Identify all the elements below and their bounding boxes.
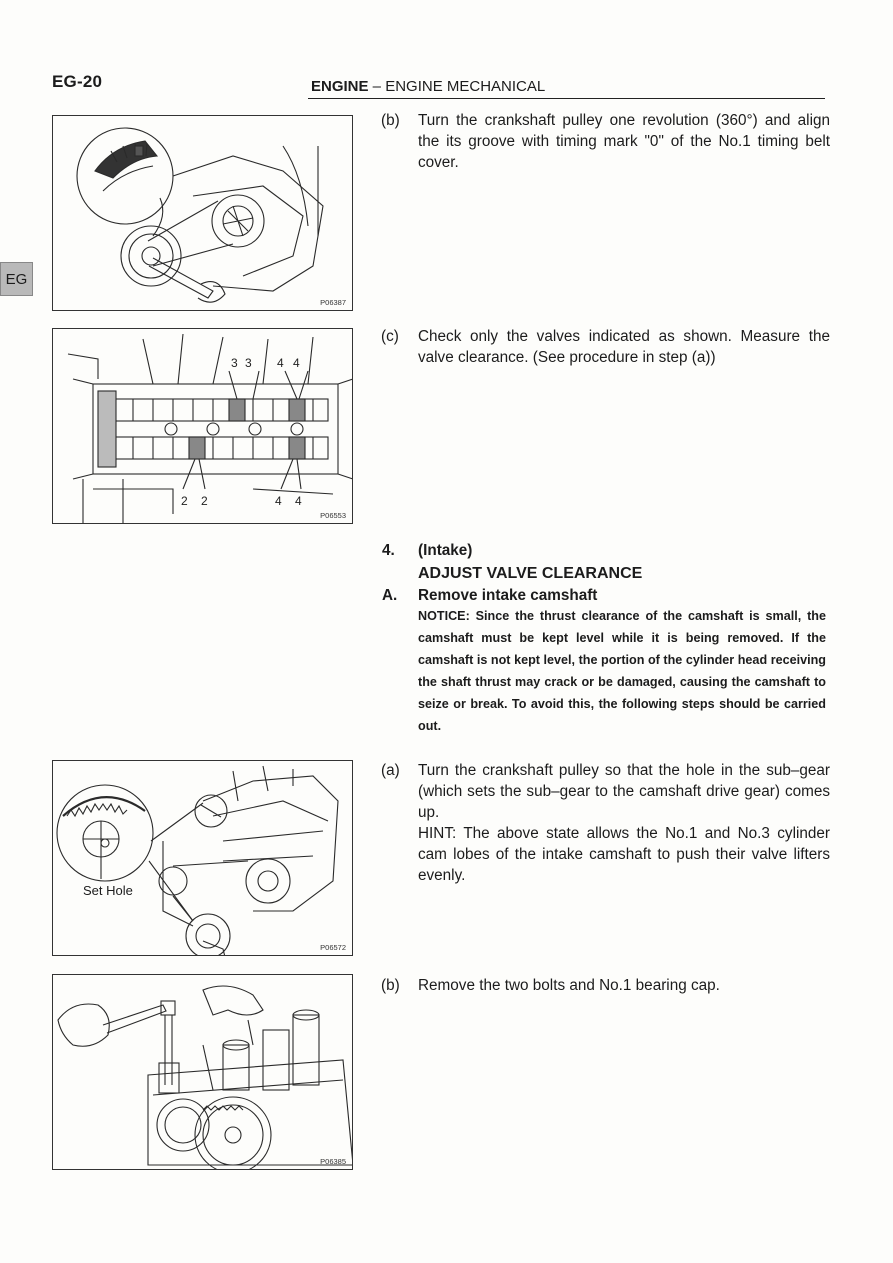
section-number: 4. (382, 542, 395, 559)
step-body: Turn the crankshaft pulley so that the hole in the sub–gear (which sets the sub–gear to the camshaft drive gear) comes up. (418, 762, 830, 821)
step-a-turn-pulley (381, 760, 831, 890)
step-label: (b) (381, 977, 400, 994)
figure-code: P06385 (320, 1157, 346, 1166)
subsection-letter: A. (382, 587, 398, 604)
step-text: Remove the two bolts and No.1 bearing cap. (418, 977, 720, 994)
valve-callout: 2 (201, 494, 208, 508)
figure-bearing-cap (52, 974, 353, 1170)
set-hole-illustration (53, 761, 353, 956)
header-subsection: – ENGINE MECHANICAL (368, 78, 546, 95)
step-label: (c) (381, 328, 399, 345)
figure-crankshaft-pulley (52, 115, 353, 311)
notice-text: NOTICE: Since the thrust clearance of the camshaft is small, the camshaft must be kept level while it is being removed. If the camshaft is not kept level, the portion of the cylinder head receiving the shaft thrust may crack or be damaged, causing the camshaft to seize or break. To avoid this, the following steps should be carried out. (418, 609, 826, 733)
step-label: (b) (381, 112, 400, 129)
step-b-turn-pulley (381, 110, 831, 180)
step-text (418, 760, 830, 886)
valve-callout: 3 (245, 356, 252, 370)
section-sub: (Intake) (418, 542, 473, 559)
figure-code: P06572 (320, 943, 346, 952)
valve-callout: 4 (293, 356, 300, 370)
step-text: Check only the valves indicated as shown. Measure the valve clearance. (See procedure in step (a)) (418, 328, 830, 366)
valve-callout: 3 (231, 356, 238, 370)
running-header (311, 78, 545, 95)
header-rule (308, 98, 825, 99)
step-c-check-valves (381, 326, 831, 376)
valve-layout-illustration (53, 329, 353, 524)
side-tab: EG (0, 262, 33, 296)
valve-callout: 4 (277, 356, 284, 370)
valve-callout: 4 (275, 494, 282, 508)
figure-code: P06387 (320, 298, 346, 307)
figure-code: P06553 (320, 511, 346, 520)
figure-set-hole (52, 760, 353, 956)
step-b-remove-bolts (381, 975, 831, 1005)
pulley-illustration (53, 116, 353, 311)
step-hint: HINT: The above state allows the No.1 and No.3 cylinder cam lobes of the intake camshaft to push their valve lifters evenly. (418, 825, 830, 884)
header-section: ENGINE (311, 78, 369, 95)
step-text: Turn the crankshaft pulley one revolution (360°) and align the its groove with timing mark "0" of the No.1 timing belt cover. (418, 112, 830, 171)
subsection-title: Remove intake camshaft (418, 587, 598, 604)
valve-callout: 2 (181, 494, 188, 508)
bearing-cap-illustration (53, 975, 353, 1170)
set-hole-label: Set Hole (83, 883, 133, 898)
valve-callout: 4 (295, 494, 302, 508)
page-number: EG-20 (52, 72, 103, 91)
step-label: (a) (381, 762, 400, 779)
section-title: ADJUST VALVE CLEARANCE (418, 565, 643, 582)
figure-valve-layout (52, 328, 353, 524)
